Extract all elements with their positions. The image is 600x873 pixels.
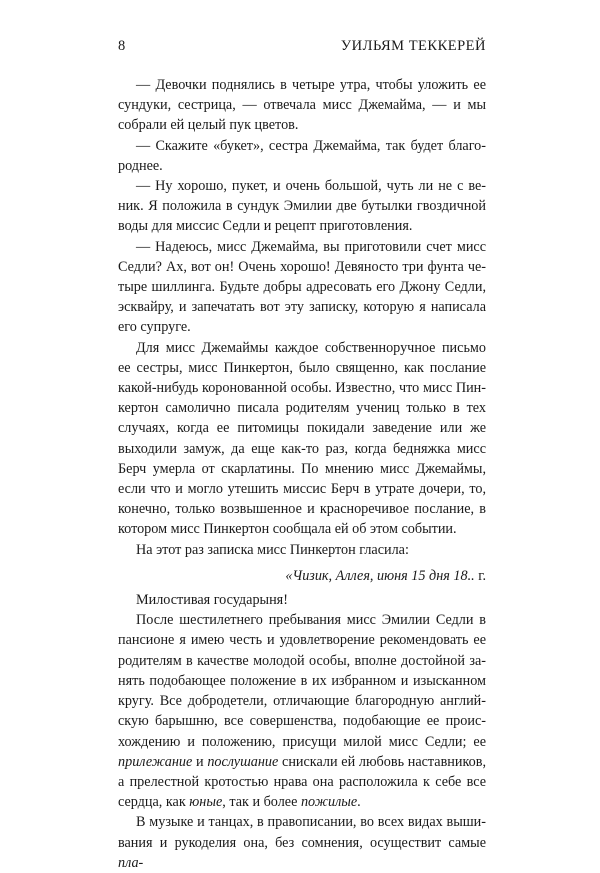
paragraph: — Скажите «букет», сестра Джемайма, так будет благороднее. [118,137,486,174]
text-run: В музыке и танцах, в правописании, во всех видах вышивания и рукоделия она, без сомнения, осуществит самые [118,814,486,851]
paragraph: Для мисс Джемаймы каждое собственноручное письмо ее сестры, мисс Пинкертон, было священно, как послание какой-нибудь коронованной особы. Известно, что мисс Пинкертон самолично писала родителям учениц только в тех случаях, когда ее питомицы покидали заведение или же выходили замуж, да еще как-то раз, когда бедняжка мисс Берч умерла от скарлатины. По мнению мисс Джемаймы, если что и могло утешить миссис Берч в утрате дочери, то, конечно, только возвышенное и красноречивое послание, в котором мисс Пинкертон сообщала ей об этом событии. [118,339,486,538]
letter-salutation: Милостивая государыня! [136,592,288,609]
emphasis: юные [189,794,223,811]
letter-dateline [118,566,486,586]
emphasis: пожилые [300,794,358,811]
page-header [118,38,486,55]
running-title: УИЛЬЯМ ТЕККЕРЕЙ [340,38,486,54]
paragraph: — Надеюсь, мисс Джемайма, вы приготовили счет мисс Седли? Ах, вот он! Очень хорошо! Девяносто три фунта четыре шиллинга. Будьте добры адресовать его Джону Седли, эсквайру, и запечатать вот эту записку, которую я написала его супруге. [118,238,486,336]
text-run: . [357,794,361,811]
book-page [118,38,486,873]
text-run: снискали ей любовь наставников, а прелестной кротостью нрава она расположила к себе все сердца, как [118,753,486,811]
letter-year-suffix: г. [478,567,486,584]
text-run: После шестилетнего пребывания мисс Эмилии Седли в пансионе я имею честь и удовлетворение рекомендовать ее родителям в качестве молодой особы, вполне достойной занять подобающее положение в их избранном и изысканном кругу. Все добродетели, отличающие благородную английскую барышню, все совершенства, подобающие ее происхождению и положению, присущи милой мисс Седли; ее [118,612,486,750]
page-number: 8 [118,38,126,54]
letter-paragraph [118,812,486,873]
paragraph: — Ну хорошо, пукет, и очень большой, чуть ли не с веник. Я положила в сундук Эмилии две бутылки гвоздичной воды для миссис Седли и рецепт приготовления. [118,178,486,235]
letter-paragraph [118,610,486,812]
emphasis: послушание [207,753,279,770]
paragraph: — Девочки поднялись в четыре утра, чтобы уложить ее сундуки, сестрица, — отвечала мисс Джемайма, — и мы собрали ей целый пук цветов. [118,77,486,134]
emphasis: пла- [118,854,144,871]
emphasis: прилежание [118,753,193,770]
letter-place-date: «Чизик, Аллея, июня 15 дня 18.. [285,567,475,584]
paragraph: На этот раз записка мисс Пинкертон гласила: [136,541,409,558]
text-run: и [192,753,208,770]
text-run: , так и более [222,794,301,811]
